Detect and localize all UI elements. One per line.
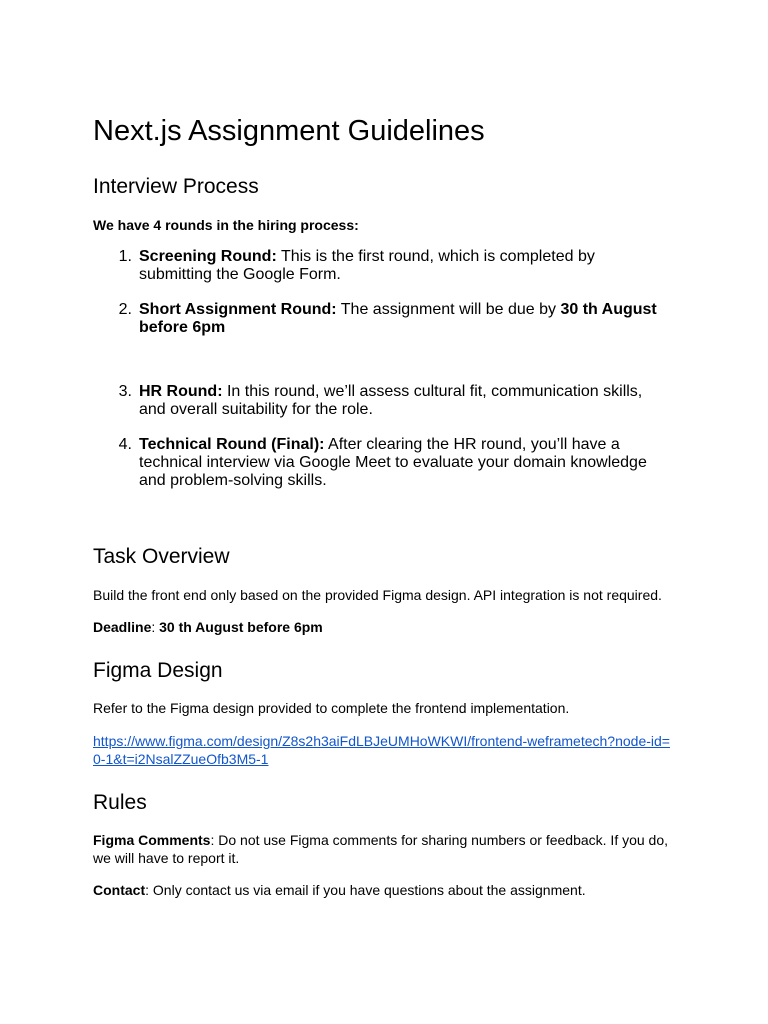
round-text: In this round, we’ll assess cultural fit, communication skills, and overall suitability for the role. [139,383,643,418]
section-heading-interview: Interview Process [93,175,259,198]
figma-body: Refer to the Figma design provided to complete the frontend implementation. [93,700,570,716]
section-heading-task: Task Overview [93,545,230,568]
list-number: 3. [118,383,132,400]
round-label: HR Round: [139,383,223,400]
list-number: 4. [118,436,132,453]
round-label: Screening Round: [139,248,277,265]
list-number: 1. [118,248,132,265]
task-body: Build the front end only based on the provided Figma design. API integration is not required. [93,587,662,603]
figma-link[interactable]: https://www.figma.com/design/Z8s2h3aiFdLBJeUMHoWKWI/frontend-weframetech?node-id=0-1&t=i2NsalZZueOfb3M5-1 [93,733,670,767]
section-heading-rules: Rules [93,791,147,814]
round-text: After clearing the HR round, you’ll have a technical interview via Google Meet to evaluate your domain knowledge and problem-solving skills. [139,436,647,489]
section-heading-figma: Figma Design [93,659,223,682]
rule-contact: Contact: Only contact us via email if you have questions about the assignment. [93,882,586,898]
round-label: Technical Round (Final): [139,436,325,453]
round-text: The assignment will be due by [336,301,561,318]
rule-figma-comments: Figma Comments: Do not use Figma comments for sharing numbers or feedback. If you do, we will have to report it. [93,832,669,866]
round-deadline: 30 th August before 6pm [139,301,657,336]
task-deadline: Deadline: 30 th August before 6pm [93,619,323,635]
list-number: 2. [118,301,132,318]
interview-intro: We have 4 rounds in the hiring process: [93,217,359,233]
page-title: Next.js Assignment Guidelines [93,115,485,147]
figma-link-paragraph [93,732,673,768]
round-label: Short Assignment Round: [139,301,337,318]
round-text: This is the first round, which is completed by submitting the Google Form. [139,248,595,283]
